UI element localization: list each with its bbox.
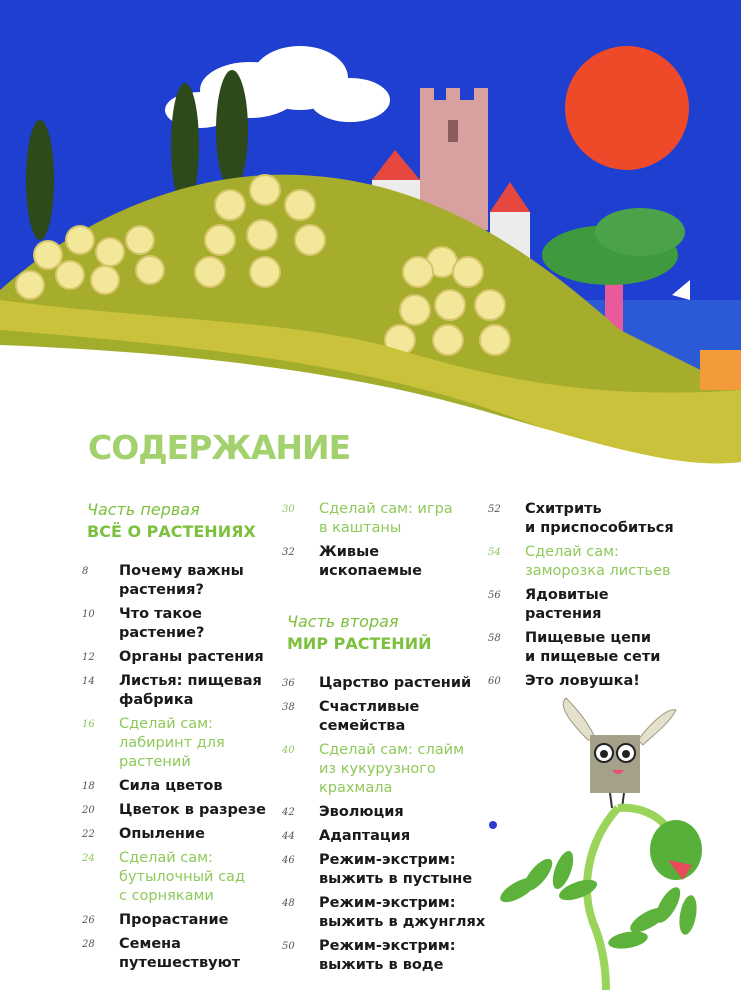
toc-entry-title[interactable]: Ядовитые растения <box>525 587 609 622</box>
toc-entry-title[interactable]: Органы растения <box>119 649 264 665</box>
toc-page-number: 28 <box>82 939 95 950</box>
toc-entry[interactable] <box>488 672 688 691</box>
toc-entry[interactable] <box>82 562 282 600</box>
toc-entry[interactable] <box>282 500 492 538</box>
toc-entry-title[interactable]: Пищевые цепи и пищевые сети <box>525 630 661 665</box>
toc-page-number: 50 <box>282 941 295 952</box>
toc-page-number: 40 <box>282 745 295 756</box>
toc-entry-title[interactable]: Почему важны растения? <box>119 563 244 598</box>
toc-page-number: 60 <box>488 676 501 687</box>
toc-entry[interactable] <box>282 741 492 798</box>
toc-entry[interactable] <box>282 674 492 693</box>
toc-entry-title[interactable]: Сделай сам: слайм из кукурузного крахмала <box>319 742 465 796</box>
toc-entry[interactable] <box>282 937 492 975</box>
toc-page-number: 52 <box>488 504 501 515</box>
toc-entry[interactable] <box>488 629 688 667</box>
toc-page-number: 46 <box>282 855 295 866</box>
page-title: СОДЕРЖАНИЕ <box>88 428 351 467</box>
toc-entry[interactable] <box>82 605 282 643</box>
toc-entry-title[interactable]: Семена путешествуют <box>119 936 241 971</box>
toc-entry[interactable] <box>82 777 282 796</box>
toc-page-number: 42 <box>282 807 295 818</box>
creature-illustration <box>478 690 718 990</box>
toc-page-number: 8 <box>82 566 89 577</box>
toc-column-3 <box>488 500 688 696</box>
part-label: Часть вторая <box>287 612 399 631</box>
toc-entry[interactable] <box>488 543 688 581</box>
toc-page-number: 36 <box>282 678 295 689</box>
toc-entry[interactable] <box>82 715 282 772</box>
toc-page-number: 30 <box>282 504 295 515</box>
part-label: Часть первая <box>87 500 200 519</box>
toc-entry-title[interactable]: Цветок в разрезе <box>119 802 267 818</box>
toc-page-number: 48 <box>282 898 295 909</box>
toc-entry-title[interactable]: Режим-экстрим: выжить в пустыне <box>319 852 473 887</box>
toc-entry[interactable] <box>488 586 688 624</box>
toc-entry-title[interactable]: Сделай сам: заморозка листьев <box>525 544 671 579</box>
toc-entry-title[interactable]: Листья: пищевая фабрика <box>119 673 262 708</box>
toc-list <box>282 674 492 975</box>
toc-entry-title[interactable]: Опыление <box>119 826 205 842</box>
toc-entry-title[interactable]: Сделай сам: лабиринт для растений <box>119 716 225 770</box>
toc-page-number: 10 <box>82 609 95 620</box>
toc-list <box>82 562 282 973</box>
toc-entry-title[interactable]: Сила цветов <box>119 778 223 794</box>
ear-icon <box>563 698 596 740</box>
bud-icon <box>650 820 702 880</box>
toc-page-number: 22 <box>82 829 95 840</box>
toc-entry[interactable] <box>82 935 282 973</box>
toc-column-2 <box>282 500 492 980</box>
toc-page-number: 20 <box>82 805 95 816</box>
toc-page-number: 44 <box>282 831 295 842</box>
toc-entry-title[interactable]: Режим-экстрим: выжить в джунглях <box>319 895 486 930</box>
toc-entry-title[interactable]: Это ловушка! <box>525 673 640 689</box>
toc-entry-title[interactable]: Сделай сам: бутылочный сад с сорняками <box>119 850 245 904</box>
toc-entry[interactable] <box>282 543 492 581</box>
part-title: МИР РАСТЕНИЙ <box>287 634 432 653</box>
toc-column-1 <box>82 500 282 978</box>
toc-entry[interactable] <box>282 894 492 932</box>
toc-entry-title[interactable]: Режим-экстрим: выжить в воде <box>319 938 456 973</box>
toc-entry[interactable] <box>82 849 282 906</box>
toc-page-number: 16 <box>82 719 95 730</box>
toc-entry-title[interactable]: Прорастание <box>119 912 229 928</box>
toc-entry[interactable] <box>82 911 282 930</box>
toc-list <box>282 500 492 581</box>
toc-page-number: 38 <box>282 702 295 713</box>
toc-entry[interactable] <box>282 698 492 736</box>
toc-entry-title[interactable]: Живые ископаемые <box>319 544 422 579</box>
header-illustration <box>0 0 741 480</box>
toc-entry[interactable] <box>82 672 282 710</box>
toc-page-number: 26 <box>82 915 95 926</box>
toc-entry-title[interactable]: Царство растений <box>319 675 472 691</box>
toc-entry-title[interactable]: Эволюция <box>319 804 404 820</box>
toc-entry-title[interactable]: Что такое растение? <box>119 606 205 641</box>
toc-entry-title[interactable]: Схитрить и приспособиться <box>525 501 674 536</box>
part-title: ВСЁ О РАСТЕНИЯХ <box>87 522 256 541</box>
toc-entry-title[interactable]: Адаптация <box>319 828 411 844</box>
toc-entry[interactable] <box>82 825 282 844</box>
plant-stem <box>587 808 618 990</box>
toc-list <box>488 500 688 691</box>
toc-entry[interactable] <box>488 500 688 538</box>
toc-entry[interactable] <box>82 648 282 667</box>
toc-page-number: 18 <box>82 781 95 792</box>
toc-page-number: 58 <box>488 633 501 644</box>
toc-entry[interactable] <box>82 801 282 820</box>
toc-page-number: 32 <box>282 547 295 558</box>
toc-page-number: 24 <box>82 853 95 864</box>
ear-icon <box>638 710 676 745</box>
toc-page-number: 54 <box>488 547 501 558</box>
toc-entry[interactable] <box>282 851 492 889</box>
toc-entry-title[interactable]: Счастливые семейства <box>319 699 420 734</box>
sun-icon <box>565 46 689 170</box>
toc-entry-title[interactable]: Сделай сам: игра в каштаны <box>319 501 453 536</box>
toc-page-number: 14 <box>82 676 95 687</box>
toc-page-number: 56 <box>488 590 501 601</box>
toc-entry[interactable] <box>282 803 492 822</box>
creature-head <box>590 735 640 793</box>
toc-entry[interactable] <box>282 827 492 846</box>
toc-page-number: 12 <box>82 652 95 663</box>
